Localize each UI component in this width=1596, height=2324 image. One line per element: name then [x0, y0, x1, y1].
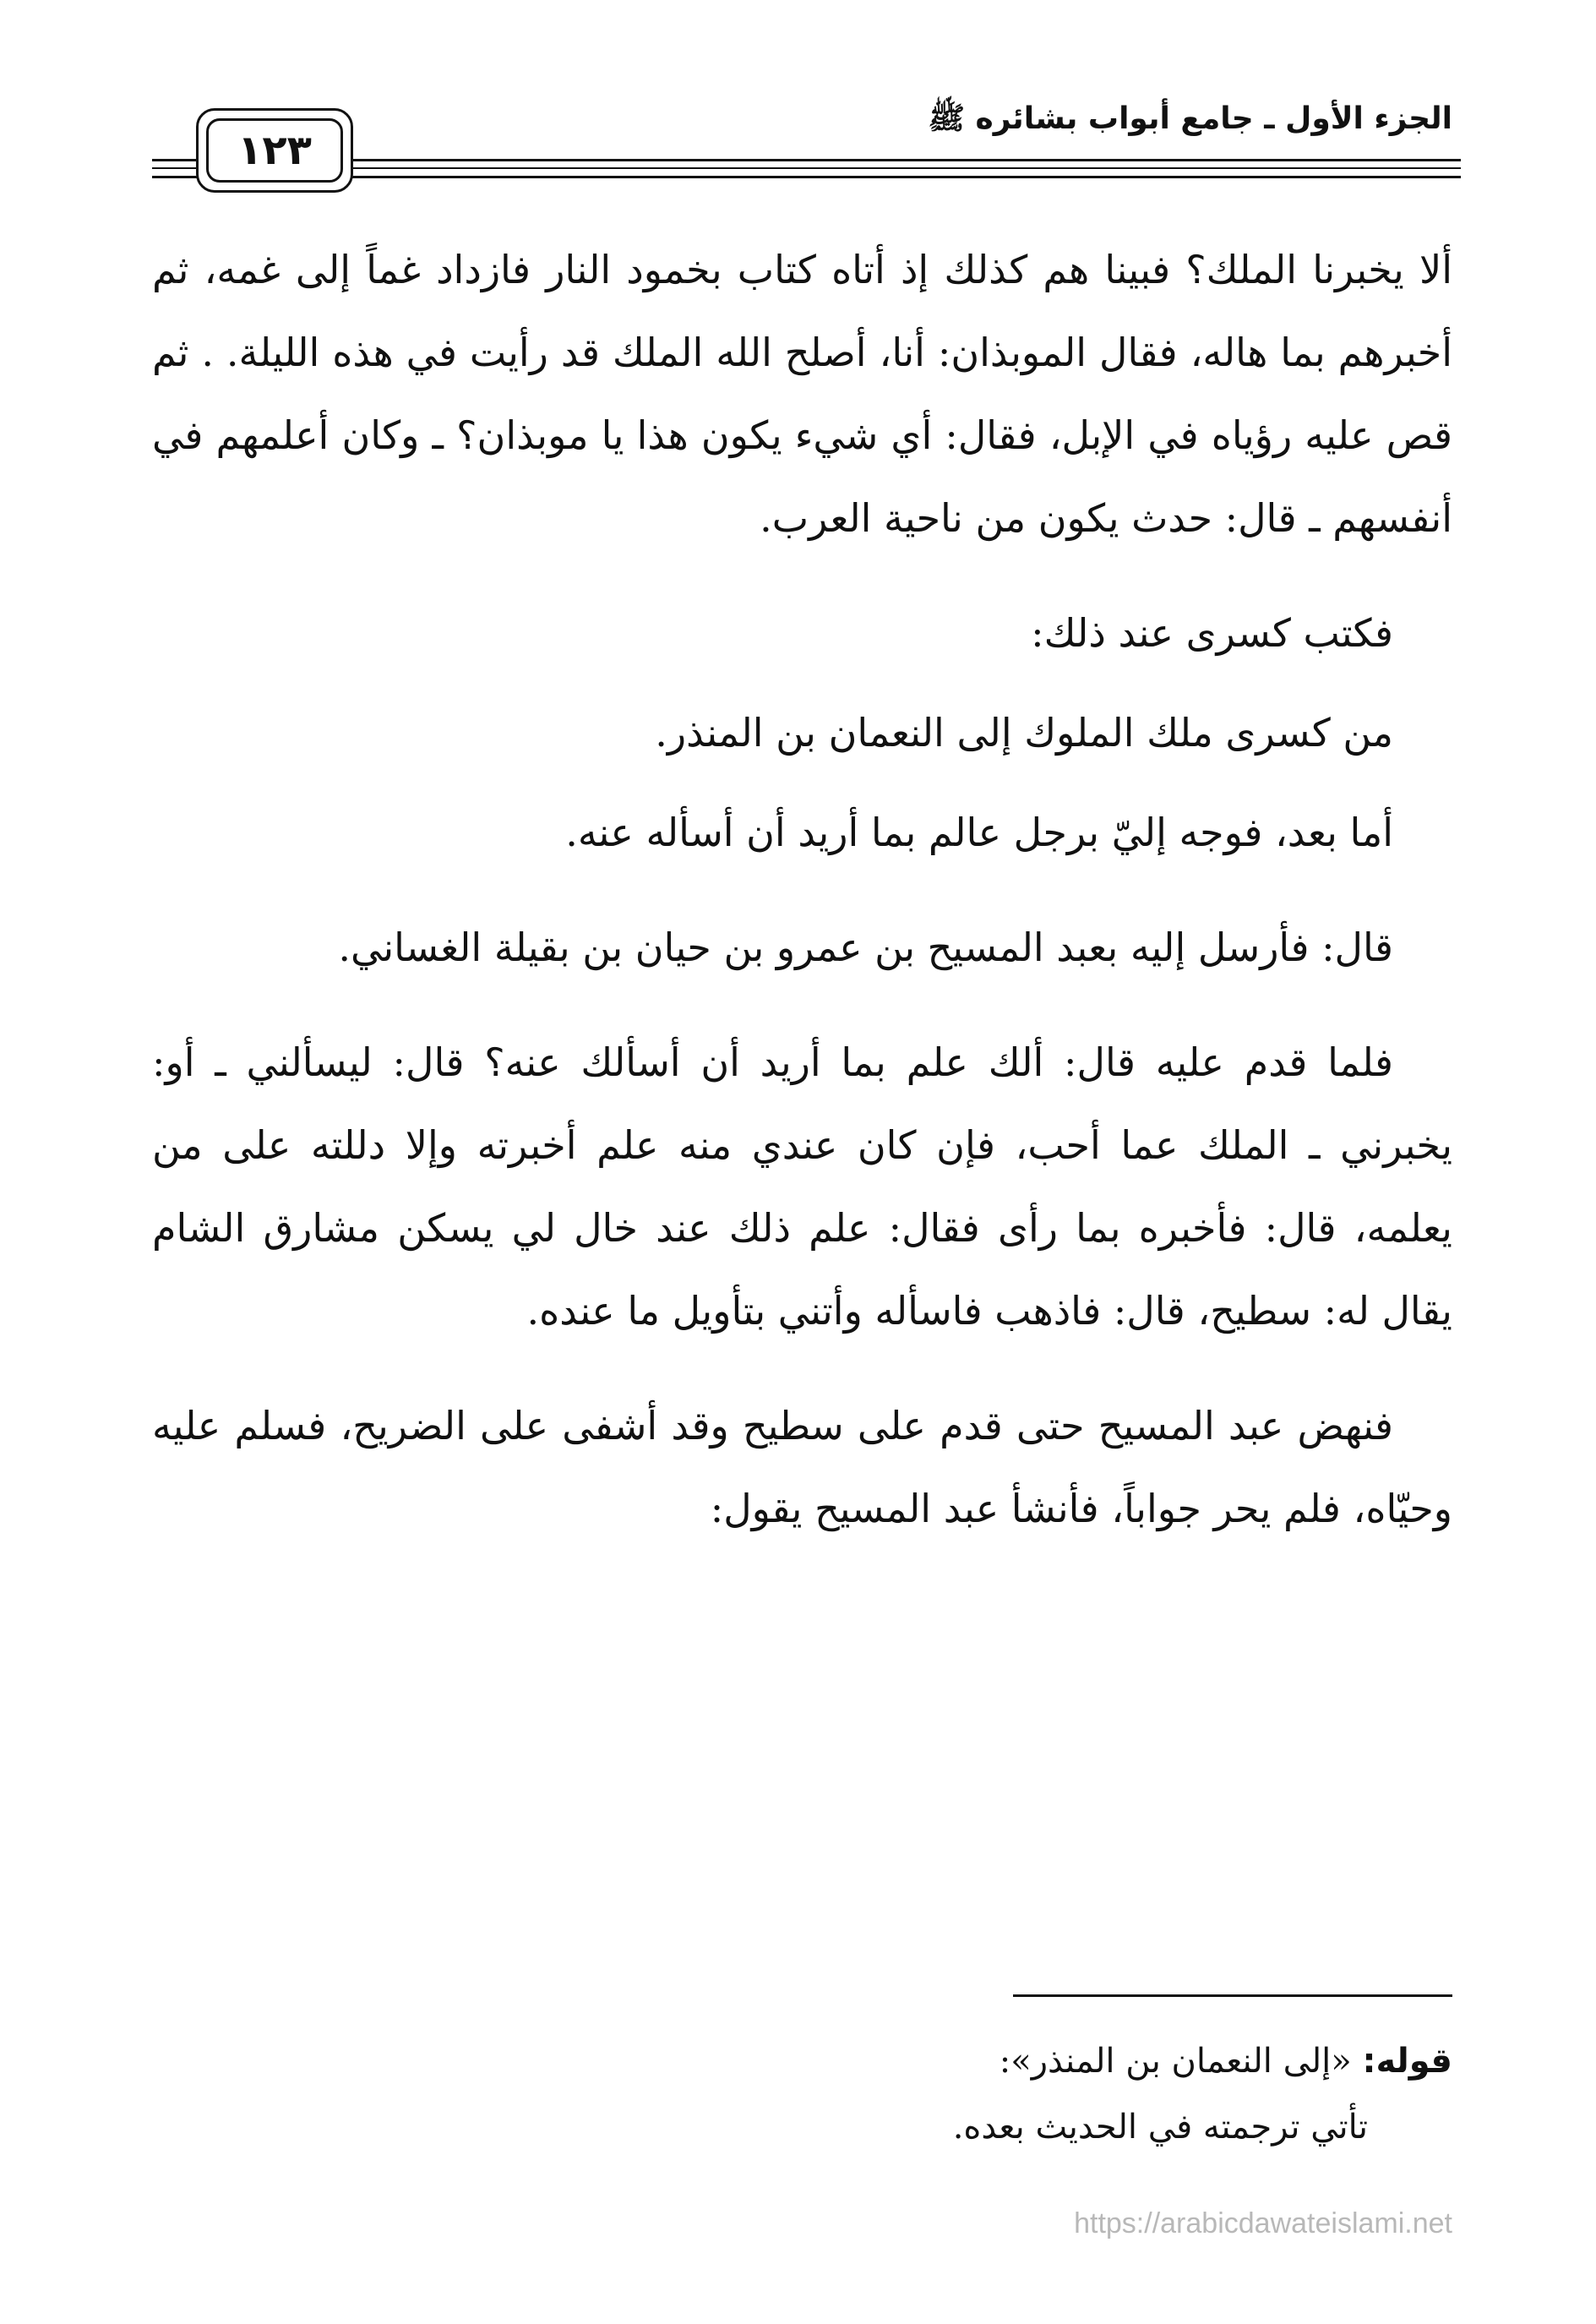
page-number: ١٢٣ — [206, 118, 343, 183]
paragraph: فنهض عبد المسيح حتى قدم على سطيح وقد أشفى على الضريح، فسلم عليه وحيّاه، فلم يحر جواباً، فأنشأ عبد المسيح يقول: — [152, 1403, 1452, 1531]
body-text — [152, 228, 1452, 1582]
footnote-divider — [1013, 1994, 1452, 1997]
watermark-url: https://arabicdawateislami.net — [1074, 2207, 1452, 2239]
paragraph: أما بعد، فوجه إليّ برجل عالم بما أريد أن أسأله عنه. — [565, 810, 1393, 855]
footnote-label: قوله: — [1362, 2042, 1452, 2081]
running-header: الجزء الأول ـ جامع أبواب بشائره ﷺ — [928, 101, 1452, 136]
paragraph: ألا يخبرنا الملك؟ فبينا هم كذلك إذ أتاه كتاب بخمود النار فازداد غماً إلى غمه، ثم أخبرهم بما هاله، فقال الموبذان: أنا، أصلح الله الملك قد رأيت في هذه الليلة. . ثم قص عليه رؤياه في الإبل، فقال: أي شيء يكون هذا يا موبذان؟ ـ وكان أعلمهم في أنفسهم ـ قال: حدث يكون من ناحية العرب. — [152, 247, 1452, 541]
paragraph: من كسرى ملك الملوك إلى النعمان بن المنذر. — [655, 710, 1393, 756]
footnote — [438, 2028, 1452, 2160]
footnote-text: تأتي ترجمته في الحديث بعده. — [952, 2108, 1368, 2147]
paragraph: فلما قدم عليه قال: ألك علم بما أريد أن أسألك عنه؟ قال: ليسألني ـ أو: يخبرني ـ الملك عما أحب، فإن كان عندي منه علم أخبرته وإلا دللته على من يعلمه، قال: فأخبره بما رأى فقال: علم ذلك عند خال لي يسكن مشارق الشام يقال له: سطيح، قال: فاذهب فاسأله وأتني بتأويل ما عنده. — [152, 1039, 1452, 1334]
paragraph: قال: فأرسل إليه بعبد المسيح بن عمرو بن حيان بن بقيلة الغساني. — [338, 925, 1393, 970]
footnote-heading — [438, 2028, 1452, 2094]
footnote-quote: «إلى النعمان بن المنذر»: — [999, 2042, 1352, 2081]
paragraph: فكتب كسرى عند ذلك: — [1031, 610, 1393, 656]
